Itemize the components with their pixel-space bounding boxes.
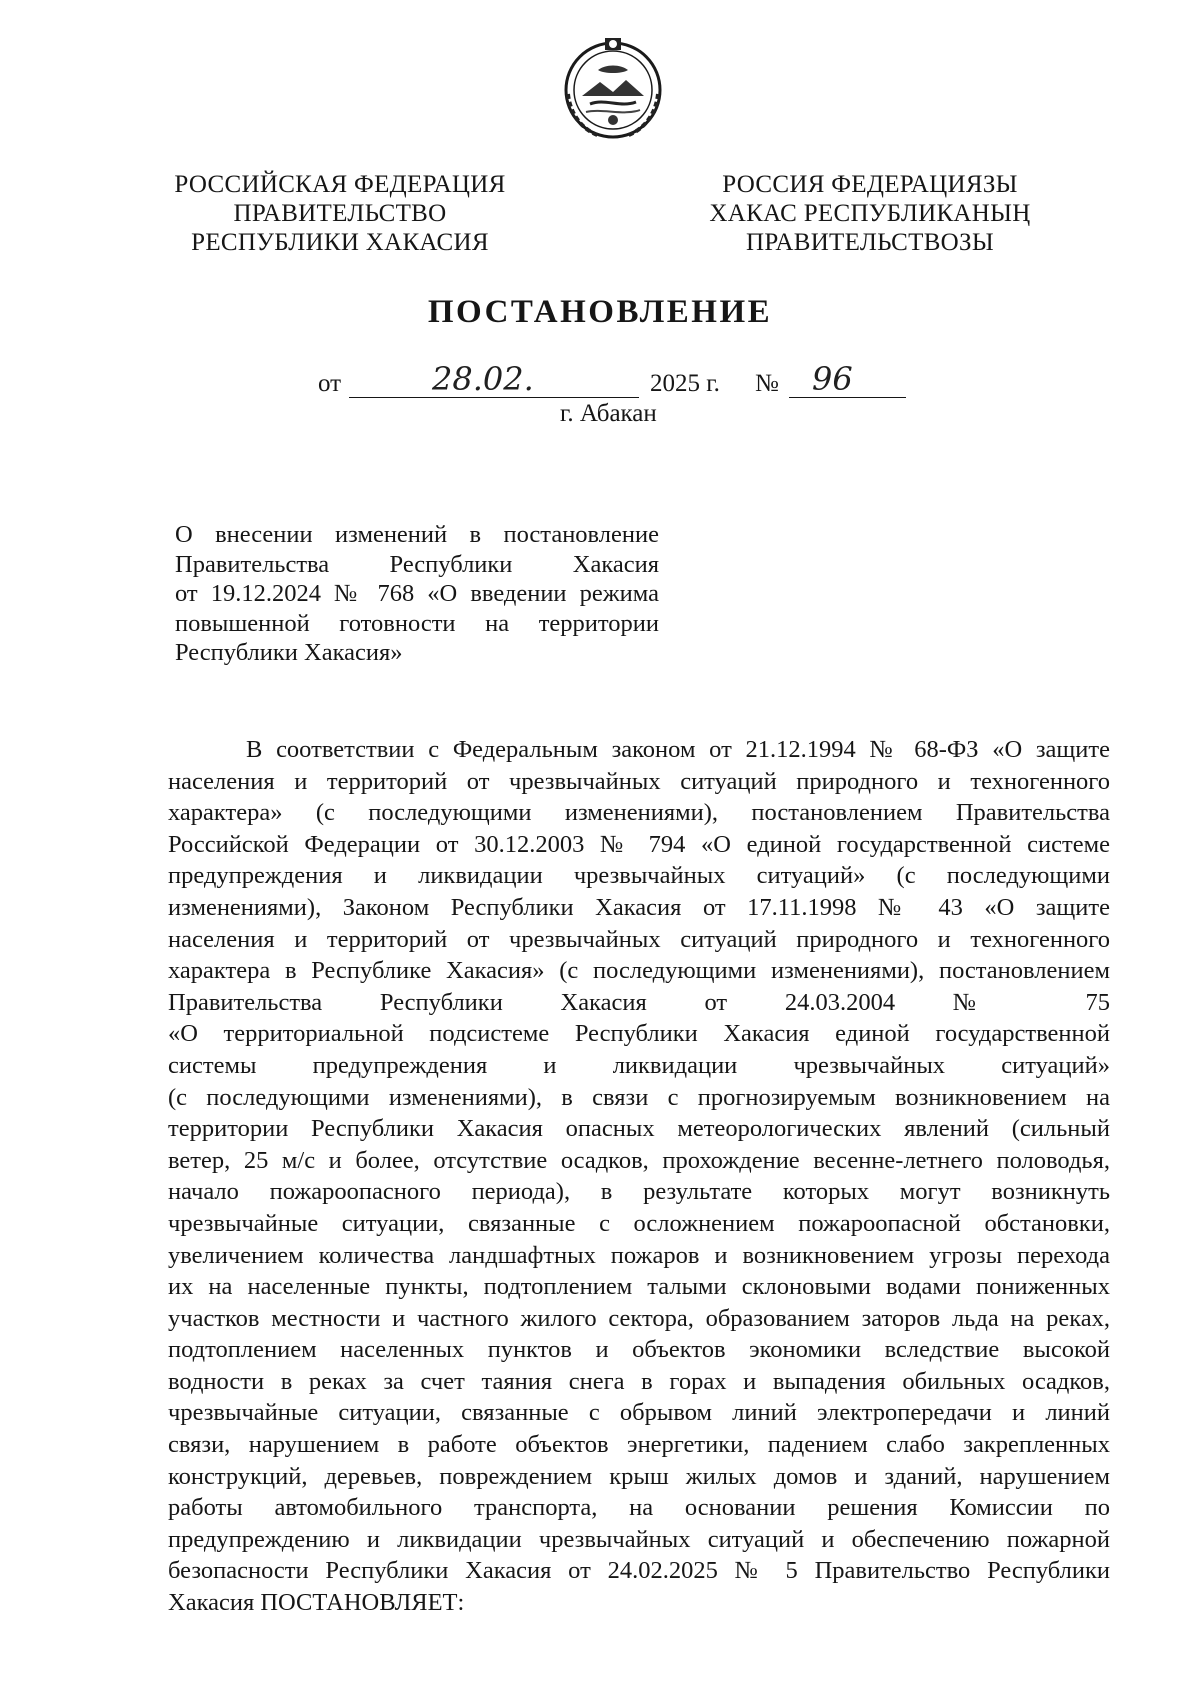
date-prefix: от [318,370,342,397]
subject-block [175,520,659,668]
header-right-line-2: ХАКАС РЕСПУБЛИКАНЫҢ [709,200,1031,227]
header-right-line-3: ПРАВИТЕЛЬСТВОЗЫ [746,229,994,256]
body-line: начало пожароопасного периода), в результате которых могут возникнуть [168,1178,1110,1206]
body-line: населения и территорий от чрезвычайных ситуаций природного и техногенного [168,767,1110,795]
handwritten-number: 96 [812,360,853,398]
body-line: предупреждению и ликвидации чрезвычайных ситуаций и обеспечению пожарной [168,1525,1110,1553]
body-line: «О территориальной подсистеме Республики Хакасия единой государственной [168,1020,1110,1048]
header-left-line-1: РОССИЙСКАЯ ФЕДЕРАЦИЯ [174,171,506,198]
year-label: 2025 г. [650,370,720,397]
body-line: увеличением количества ландшафтных пожаров и возникновением угрозы перехода [168,1241,1110,1269]
body-line: Российской Федерации от 30.12.2003 № 794 «О единой государственной системе [168,830,1110,858]
subject-line: повышенной готовности на территории [175,609,659,637]
body-line: чрезвычайные ситуации, связанные с осложнением пожароопасной обстановки, [168,1209,1110,1237]
body-line: изменениями), Законом Республики Хакасия от 17.11.1998 № 43 «О защите [168,893,1110,921]
body-line: характера в Республике Хакасия» (с последующими изменениями), постановлением [168,957,1110,985]
body-line: конструкций, деревьев, повреждением крыш жилых домов и зданий, нарушением [168,1462,1110,1490]
body-line: подтоплением населенных пунктов и объектов экономики вследствие высокой [168,1336,1110,1364]
body-line: системы предупреждения и ликвидации чрезвычайных ситуаций» [168,1051,1110,1079]
body-line: (с последующими изменениями), в связи с прогнозируемым возникновением на [168,1083,1110,1111]
header-left [170,170,510,257]
body-line: территории Республики Хакасия опасных метеорологических явлений (сильный [168,1115,1110,1143]
header-right [700,170,1040,257]
subject-line: О внесении изменений в постановление [175,521,659,548]
document-title: ПОСТАНОВЛЕНИЕ [427,294,773,330]
body-line: их на населенные пункты, подтоплением талыми склоновыми водами пониженных [168,1273,1110,1301]
subject-line: от 19.12.2024 № 768 «О введении режима [175,580,659,607]
body-line: чрезвычайные ситуации, связанные с обрывом линий электропередачи и линий [168,1399,1110,1427]
body-line: ветер, 25 м/с и более, отсутствие осадков, прохождение весенне-летнего половодья, [168,1146,1110,1174]
body-paragraph [168,734,1110,1619]
body-line: водности в реках за счет таяния снега в горах и выпадения обильных осадков, [168,1367,1110,1395]
city-label: г. Абакан [560,400,657,427]
body-line: безопасности Республики Хакасия от 24.02.2025 № 5 Правительство Республики [168,1557,1110,1585]
header-right-line-1: РОССИЯ ФЕДЕРАЦИЯЗЫ [722,171,1018,198]
body-line: Правительства Республики Хакасия от 24.03.2004 № 75 [168,988,1110,1016]
body-line: населения и территорий от чрезвычайных ситуаций природного и техногенного [168,925,1110,953]
number-label: № [755,370,779,397]
subject-line: Республики Хакасия» [175,639,403,666]
header-left-line-3: РЕСПУБЛИКИ ХАКАСИЯ [191,229,489,256]
subject-line: Правительства Республики Хакасия [175,550,659,578]
body-line: связи, нарушением в работе объектов энергетики, падением слабо закрепленных [168,1431,1110,1459]
body-line: работы автомобильного транспорта, на основании решения Комиссии по [168,1494,1110,1522]
body-line: участков местности и частного жилого сектора, образованием заторов льда на реках, [168,1304,1110,1332]
body-line: В соответствии с Федеральным законом от 21.12.1994 № 68-ФЗ «О защите [246,736,1110,763]
body-line: Хакасия ПОСТАНОВЛЯЕТ: [168,1589,465,1617]
body-line: характера» (с последующими изменениями), постановлением Правительства [168,799,1110,827]
coat-of-arms-emblem [560,34,666,142]
handwritten-date: 28.02. [432,360,534,398]
body-line: предупреждения и ликвидации чрезвычайных ситуаций» (с последующими [168,862,1110,890]
header-left-line-2: ПРАВИТЕЛЬСТВО [233,200,447,227]
